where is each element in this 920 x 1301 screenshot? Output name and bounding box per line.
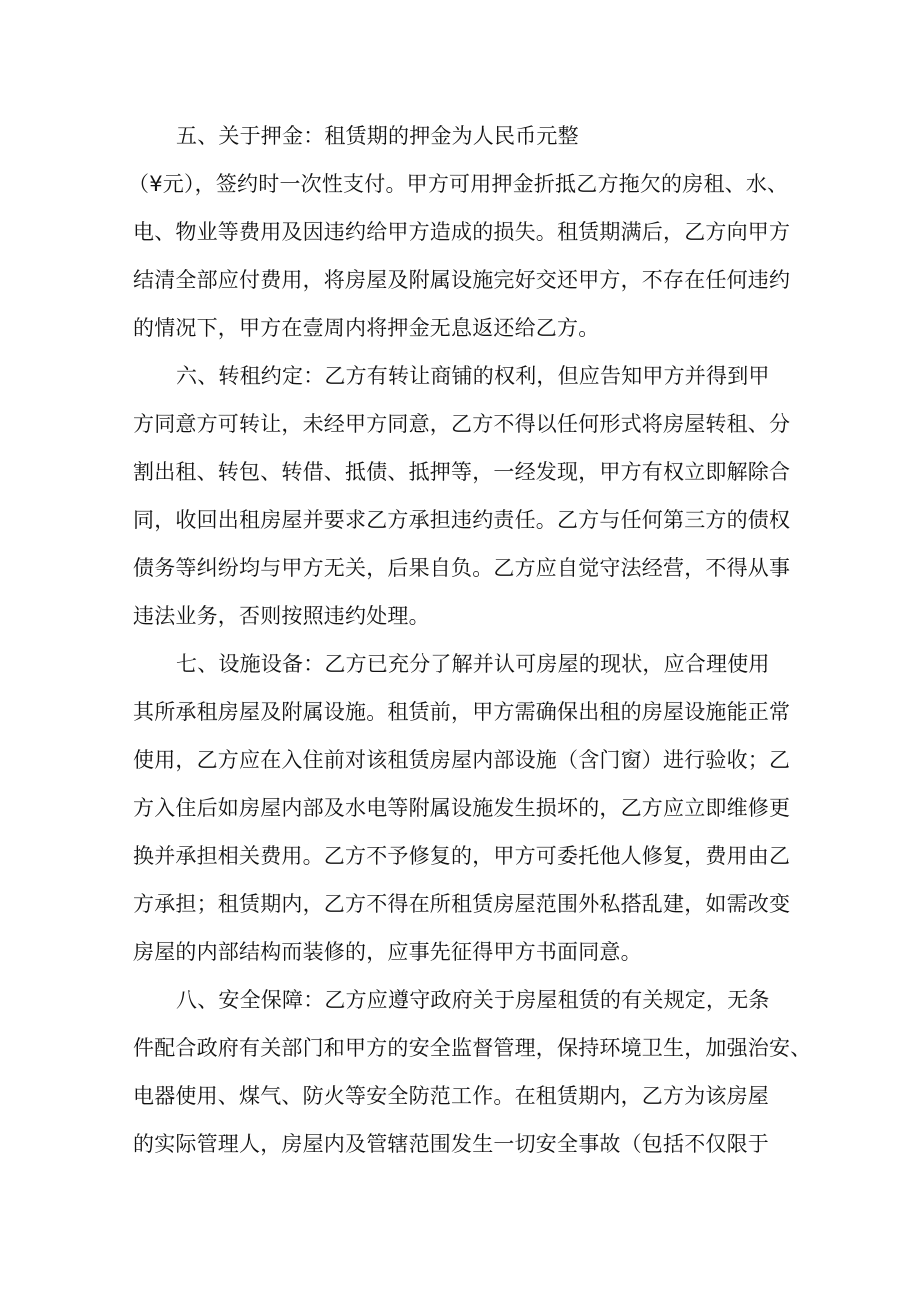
clause-7-line-5: 换并承担相关费用。乙方不予修复的，甲方可委托他人修复，费用由乙 bbox=[133, 844, 791, 868]
clause-5-line-3: 电、物业等费用及因违约给甲方造成的损失。租赁期满后，乙方向甲方 bbox=[133, 220, 791, 244]
clause-6-line-5: 债务等纠纷均与甲方无关，后果自负。乙方应自觉守法经营，不得从事 bbox=[133, 556, 791, 580]
clause-7-line-2: 其所承租房屋及附属设施。租赁前，甲方需确保出租的房屋设施能正常 bbox=[133, 700, 791, 724]
clause-8-line-4: 的实际管理人，房屋内及管辖范围发生一切安全事故（包括不仅限于 bbox=[133, 1132, 769, 1156]
clause-8-line-3: 电器使用、煤气、防火等安全防范工作。在租赁期内，乙方为该房屋 bbox=[133, 1084, 769, 1108]
clause-8-line-1: 八、安全保障：乙方应遵守政府关于房屋租赁的有关规定，无条 bbox=[176, 988, 770, 1012]
clause-7-line-4: 方入住后如房屋内部及水电等附属设施发生损坏的，乙方应立即维修更 bbox=[133, 796, 791, 820]
clause-6-line-6: 违法业务，否则按照违约处理。 bbox=[133, 604, 430, 628]
clause-5-line-4: 结清全部应付费用，将房屋及附属设施完好交还甲方，不存在任何违约 bbox=[133, 268, 791, 292]
clause-6-line-1: 六、转租约定：乙方有转让商铺的权利，但应告知甲方并得到甲 bbox=[176, 364, 770, 388]
clause-5-line-2: （¥元），签约时一次性支付。甲方可用押金折抵乙方拖欠的房租、水、 bbox=[128, 172, 789, 196]
clause-8-line-2: 件配合政府有关部门和甲方的安全监督管理，保持环境卫生，加强治安、 bbox=[133, 1036, 812, 1060]
clause-6-line-2: 方同意方可转让，未经甲方同意，乙方不得以任何形式将房屋转租、分 bbox=[133, 412, 791, 436]
clause-7-line-3: 使用，乙方应在入住前对该租赁房屋内部设施（含门窗）进行验收；乙 bbox=[133, 748, 791, 772]
clause-6-line-4: 同，收回出租房屋并要求乙方承担违约责任。乙方与任何第三方的债权 bbox=[133, 508, 791, 532]
clause-5-line-1: 五、关于押金：租赁期的押金为人民币元整 bbox=[176, 124, 579, 148]
clause-5-line-5: 的情况下，甲方在壹周内将押金无息返还给乙方。 bbox=[133, 316, 600, 340]
clause-7-line-6: 方承担；租赁期内，乙方不得在所租赁房屋范围外私搭乱建，如需改变 bbox=[133, 892, 791, 916]
clause-6-line-3: 割出租、转包、转借、抵债、抵押等，一经发现，甲方有权立即解除合 bbox=[133, 460, 791, 484]
clause-7-line-1: 七、设施设备：乙方已充分了解并认可房屋的现状，应合理使用 bbox=[176, 652, 770, 676]
clause-7-line-7: 房屋的内部结构而装修的，应事先征得甲方书面同意。 bbox=[133, 940, 642, 964]
